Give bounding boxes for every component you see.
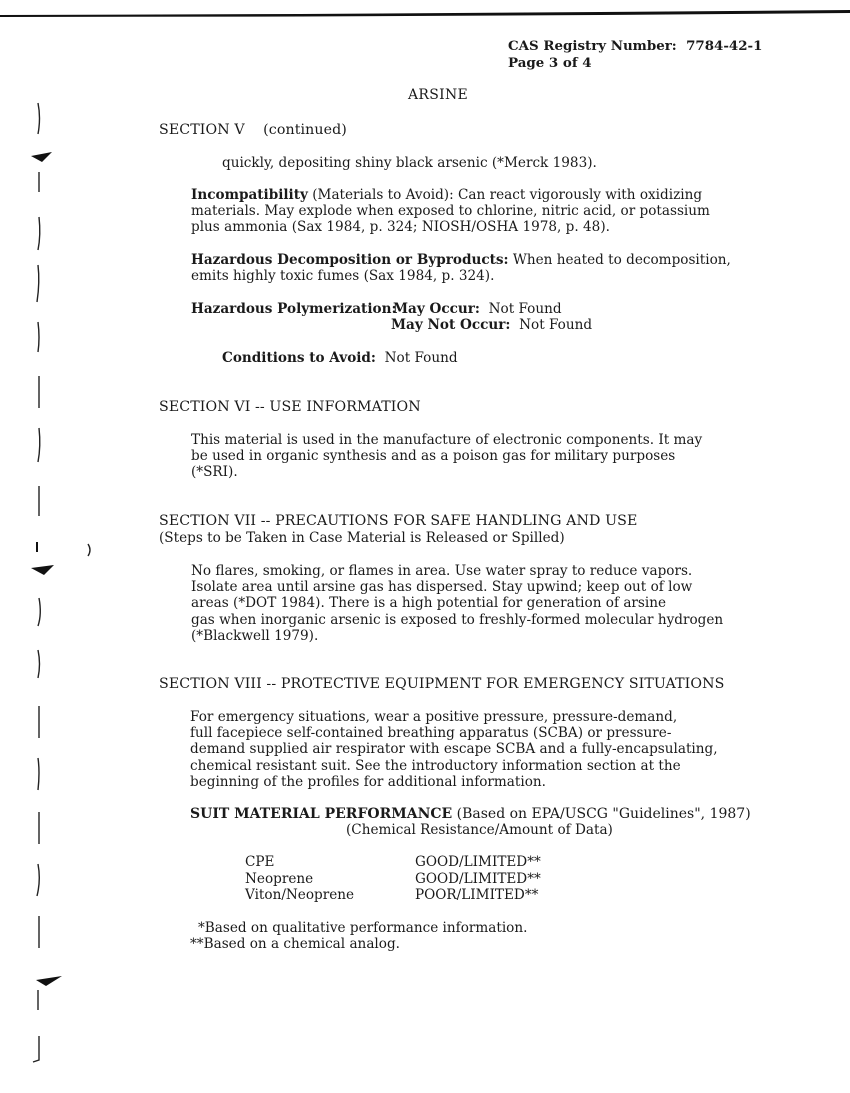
table-row: [245, 871, 541, 888]
section-6-heading: SECTION VI -- USE INFORMATION: [159, 399, 421, 415]
may-occur-value: Not Found: [488, 301, 562, 317]
section-8-line: For emergency situations, wear a positive pressure, pressure-demand,: [190, 709, 678, 725]
section-5-continuation: quickly, depositing shiny black arsenic (*Merck 1983).: [222, 155, 597, 171]
footnote-analog: **Based on a chemical analog.: [190, 936, 400, 952]
decomposition-line: When heated to decomposition,: [508, 252, 731, 268]
incompatibility-line: (Materials to Avoid): Can react vigorously with oxidizing: [307, 187, 703, 203]
page-title: ARSINE: [408, 87, 469, 103]
section-6-body: [191, 432, 702, 481]
suit-material-table: [245, 854, 541, 904]
polymerization-label: Hazardous Polymerization:: [191, 301, 397, 317]
polymerization-block: [191, 301, 396, 317]
suit-performance-label: SUIT MATERIAL PERFORMANCE: [190, 806, 453, 822]
cas-label: CAS Registry Number:: [508, 38, 677, 54]
section-8-heading: SECTION VIII -- PROTECTIVE EQUIPMENT FOR EMERGENCY SITUATIONS: [159, 676, 725, 692]
section-7-line: areas (*DOT 1984). There is a high potential for generation of arsine: [191, 595, 667, 612]
rating-cell: POOR/LIMITED**: [415, 887, 539, 903]
section-6-line: This material is used in the manufacture of electronic components. It may: [191, 432, 703, 448]
section-7-line: (*Blackwell 1979).: [191, 627, 319, 644]
footnote-qualitative: *Based on qualitative performance information.: [198, 920, 528, 936]
decomposition-label: Hazardous Decomposition or Byproducts:: [191, 252, 509, 268]
section-8-line: full facepiece self-contained breathing apparatus (SCBA) or pressure-: [190, 725, 672, 742]
section-5-heading: [159, 122, 347, 138]
margin-scan-marks: [0, 0, 110, 1093]
section-7-heading: SECTION VII -- PRECAUTIONS FOR SAFE HANDLING AND USE: [159, 513, 638, 529]
material-cell: Neoprene: [245, 870, 314, 887]
section-7-line: Isolate area until arsine gas has dispersed. Stay upwind; keep out of low: [191, 579, 693, 596]
suit-performance-basis: (Based on EPA/USCG "Guidelines", 1987): [452, 806, 751, 822]
table-row: [245, 887, 541, 904]
suit-performance-heading: [190, 806, 751, 822]
section-7-body: [191, 563, 723, 644]
may-occur-label: May Occur:: [393, 301, 480, 317]
polymerization-may-occur: [393, 301, 562, 317]
section-6-line: (*SRI).: [191, 464, 238, 481]
material-cell: Viton/Neoprene: [245, 887, 355, 903]
section-8-body: [190, 709, 718, 790]
may-not-occur-label: May Not Occur:: [391, 317, 511, 333]
top-border-rule: [0, 8, 850, 17]
incompatibility-line: plus ammonia (Sax 1984, p. 324; NIOSH/OSHA 1978, p. 48).: [191, 219, 610, 236]
section-7-subheading: (Steps to be Taken in Case Material is Released or Spilled): [159, 530, 565, 546]
section-5-title: SECTION V: [159, 122, 245, 138]
material-cell: CPE: [245, 854, 275, 870]
cas-number: 7784-42-1: [686, 38, 763, 54]
conditions-to-avoid: [222, 350, 458, 366]
section-8-line: beginning of the profiles for additional information.: [190, 773, 546, 790]
section-7-line: gas when inorganic arsenic is exposed to freshly-formed molecular hydrogen: [191, 611, 724, 628]
document-header: [508, 38, 762, 72]
section-8-line: chemical resistant suit. See the introductory information section at the: [190, 757, 681, 774]
may-not-occur-value: Not Found: [519, 317, 593, 333]
rating-cell: GOOD/LIMITED**: [415, 854, 541, 870]
incompatibility-paragraph: [191, 187, 710, 236]
section-6-line: be used in organic synthesis and as a poison gas for military purposes: [191, 448, 676, 465]
decomposition-paragraph: [191, 252, 731, 284]
rating-cell: GOOD/LIMITED**: [415, 870, 541, 887]
section-8-line: demand supplied air respirator with escape SCBA and a fully-encapsulating,: [190, 741, 718, 758]
table-row: [245, 854, 541, 871]
suit-performance-subtitle: (Chemical Resistance/Amount of Data): [346, 822, 613, 838]
incompatibility-line: materials. May explode when exposed to chlorine, nitric acid, or potassium: [191, 203, 710, 220]
conditions-value: Not Found: [384, 350, 458, 366]
conditions-label: Conditions to Avoid:: [222, 350, 376, 366]
page-number: Page 3 of 4: [508, 55, 592, 71]
polymerization-may-not-occur: [391, 317, 592, 333]
decomposition-line: emits highly toxic fumes (Sax 1984, p. 324).: [191, 268, 495, 285]
section-7-line: No flares, smoking, or flames in area. Use water spray to reduce vapors.: [191, 563, 693, 579]
incompatibility-label: Incompatibility: [191, 187, 308, 203]
section-5-note: (continued): [263, 122, 347, 138]
